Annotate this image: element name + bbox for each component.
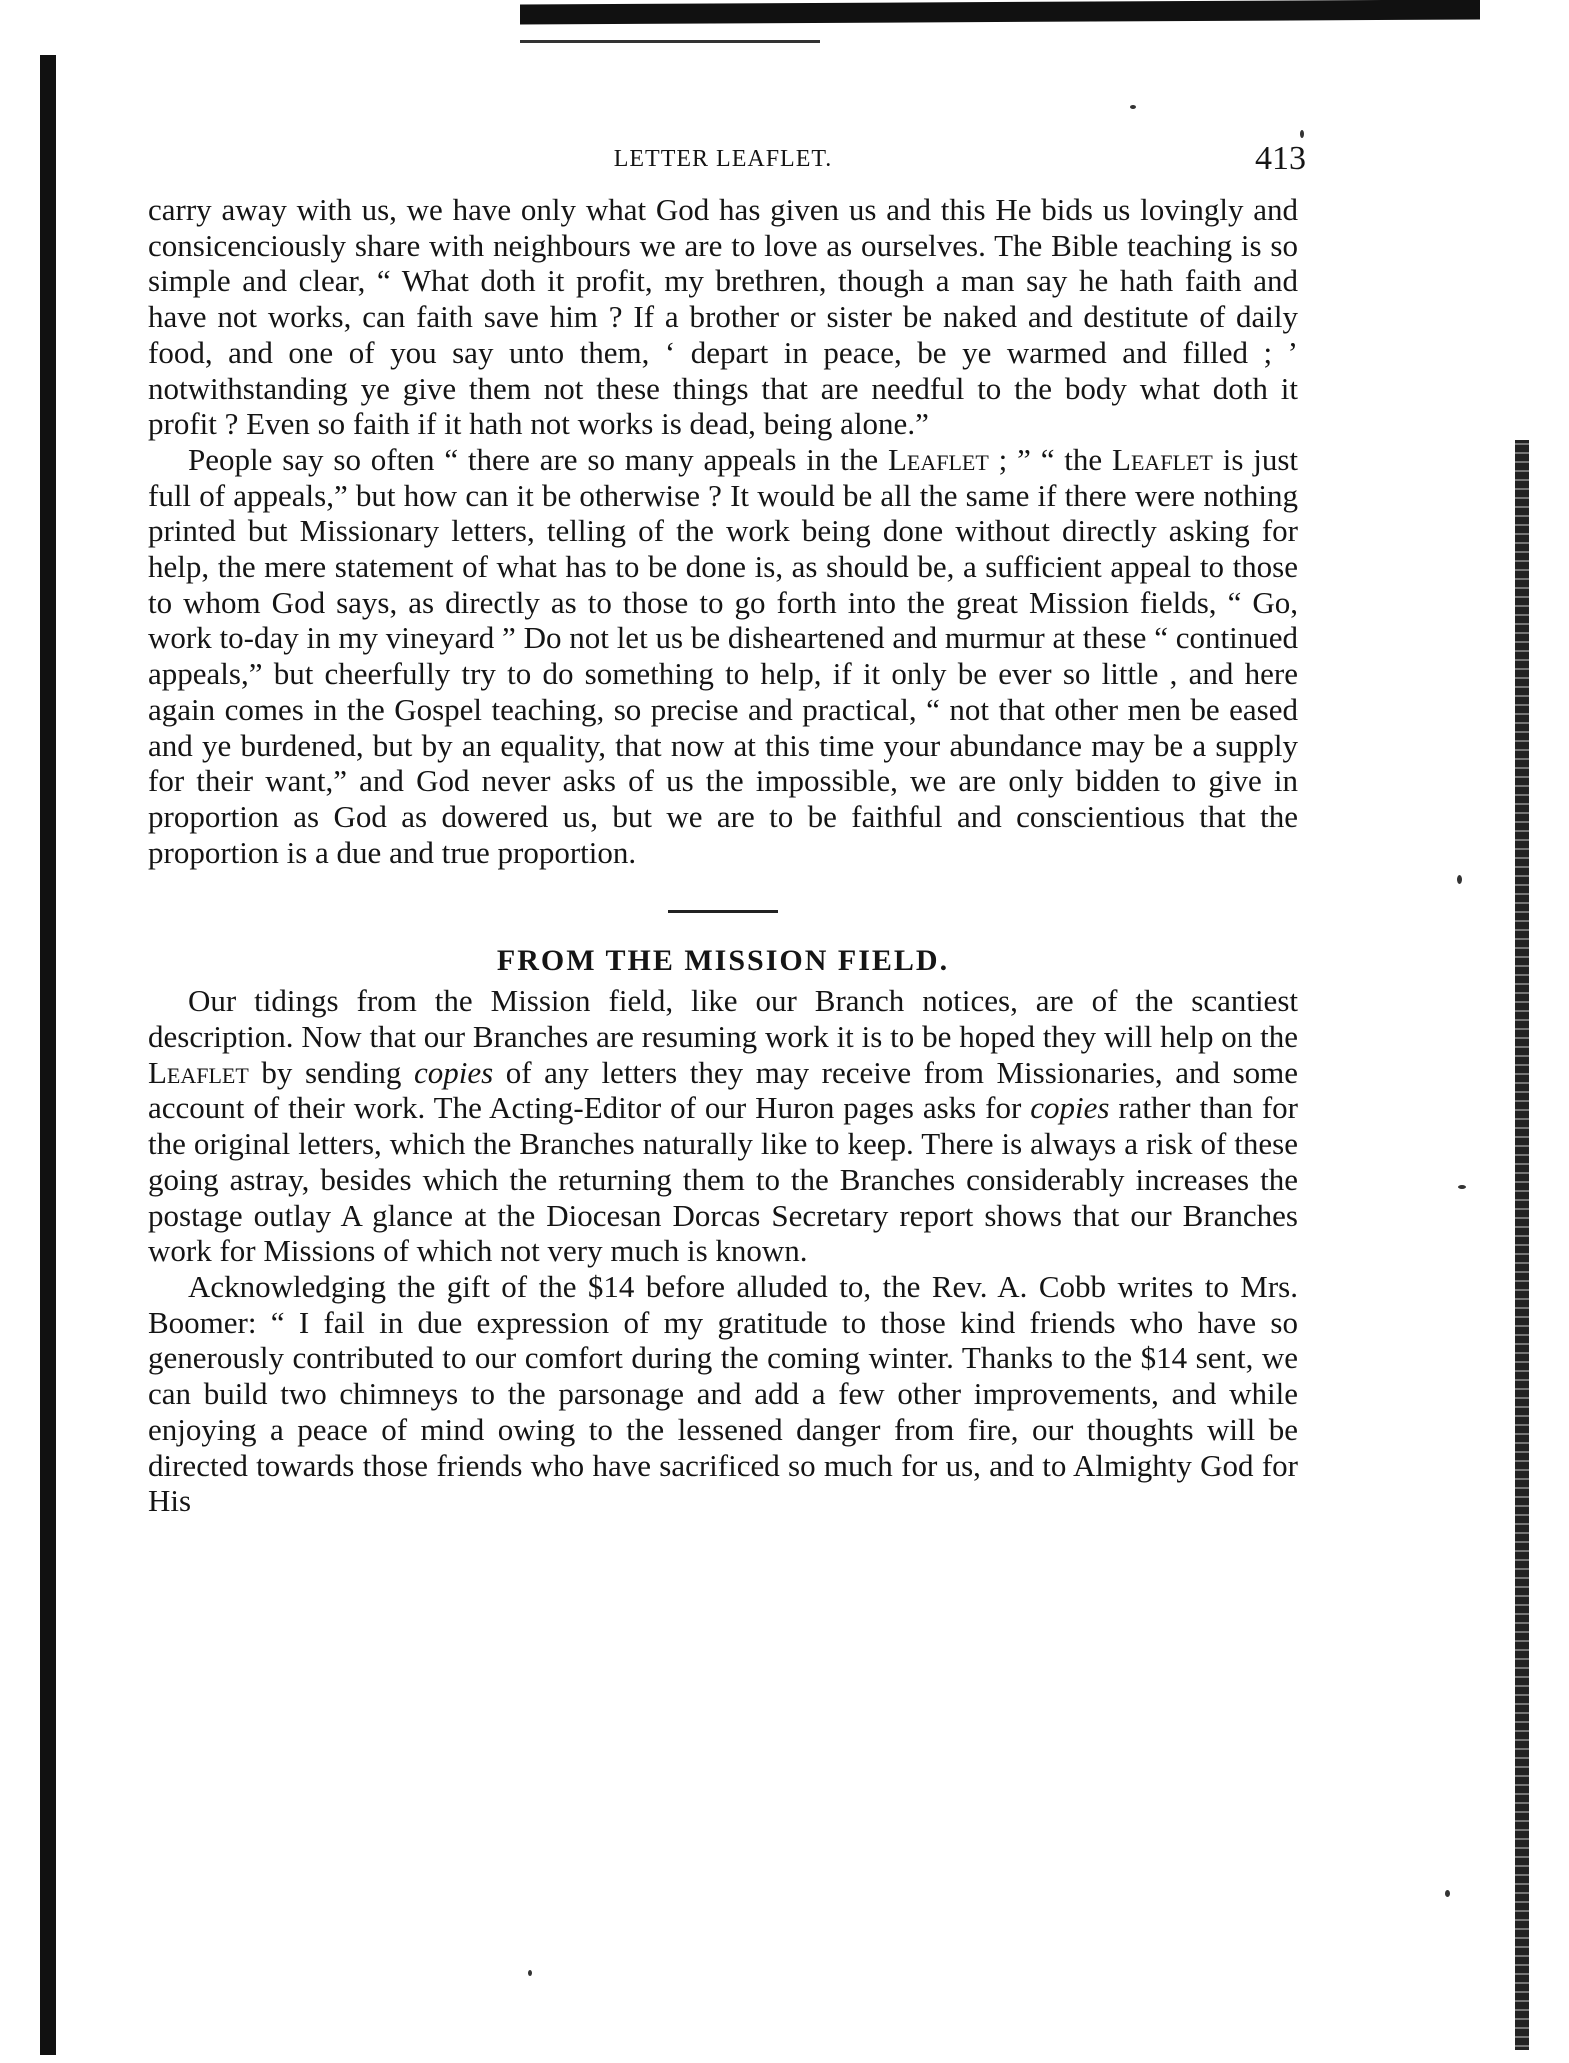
paragraph-3-text: rather than for the original letters, which the Branches naturally like to keep. There is always a risk of these going astray, besides which the returning them to the Branches considerably increases the postage outlay A glance at the Diocesan Dorcas Secretary report shows that our Branches work for Missions of which not very much is known. (148, 1090, 1299, 1269)
paragraph-3-text: by sending (248, 1054, 414, 1090)
scan-edge-top (520, 0, 1480, 25)
page-number: 413 (1255, 140, 1306, 177)
book-page (148, 140, 1306, 1519)
paragraph-2-text: ; ” “ the (988, 441, 1113, 477)
running-head (148, 140, 1306, 184)
paragraph-3 (148, 983, 1298, 1269)
section-divider (668, 910, 778, 913)
paragraph-3-text: Our tidings from the Mission field, like our Branch notices, are of the scantiest description. Now that our Branches are resuming work it is to be hoped they will help on the (148, 983, 1298, 1055)
scan-edge-right (1515, 440, 1529, 2050)
scan-speck (1458, 1185, 1466, 1189)
scan-edge-left (40, 55, 56, 2055)
leaflet-smallcaps: Leaflet (1112, 441, 1213, 477)
paragraph-3-text: of any letters they may receive from Missionaries, and some account of their work. The Acting-Editor of our Huron pages asks for (148, 1054, 1299, 1126)
running-title: LETTER LEAFLET. (613, 146, 833, 172)
paragraph-2-text: is just full of appeals,” but how can it be otherwise ? It would be all the same if there were nothing printed but Missionary letters, telling of the work being done without directly asking for help, the mere statement of what has to be done is, as should be, a sufficient appeal to those to whom God says, as directly as to those to go forth into the great Mission fields, “ Go, work to-day in my vineyard ” Do not let us be disheartened and murmur at these “ continued appeals,” but cheerfully try to do something to help, if it only be ever so little , and here again comes in the Gospel teaching, so precise and practical, “ not that other men be eased and ye burdened, but by an equality, that now at this time your abundance may be a supply for their want,” and God never asks of us the impossible, we are only bidden to give in proportion as God as dowered us, but we are to be faithful and conscientious that the proportion is a due and true proportion. (148, 441, 1299, 870)
scan-speck (1300, 130, 1304, 138)
paragraph-4: Acknowledging the gift of the $14 before alluded to, the Rev. A. Cobb writes to Mrs. Boomer: “ I fail in due expression of my gratitude to those kind friends who have so generously contributed to our comfort during the coming winter. Thanks to the $14 sent, we can build two chimneys to the parsonage and add a few other improvements, and while enjoying a peace of mind owing to the lessened danger from fire, our thoughts will be directed towards those friends who have sacrificed so much for us, and to Almighty God for His (148, 1268, 1298, 1519)
leaflet-smallcaps: Leaflet (148, 1054, 249, 1090)
paragraph-2-text: People say so often “ there are so many appeals in the (188, 441, 888, 477)
scan-edge-top-line (520, 40, 820, 43)
paragraph-1: carry away with us, we have only what God has given us and this He bids us lovingly and consicenciously share with neighbours we are to love as ourselves. The Bible teaching is so simple and clear, “ What doth it profit, my brethren, though a man say he hath faith and have not works, can faith save him ? If a brother or sister be naked and destitute of daily food, and one of you say unto them, ‘ depart in peace, be ye warmed and filled ; ’ notwithstanding ye give them not these things that are needful to the body what doth it profit ? Even so faith if it hath not works is dead, being alone.” (148, 192, 1298, 442)
copies-italic: copies (413, 1054, 494, 1090)
section-heading: FROM THE MISSION FIELD. (496, 944, 950, 978)
leaflet-smallcaps: Leaflet (887, 441, 989, 477)
copies-italic: copies (1030, 1090, 1110, 1126)
scan-speck (1445, 1890, 1450, 1897)
scan-speck (528, 1970, 532, 1976)
scan-speck (1457, 875, 1462, 884)
paragraph-2 (148, 442, 1298, 870)
scan-speck (1130, 105, 1136, 109)
